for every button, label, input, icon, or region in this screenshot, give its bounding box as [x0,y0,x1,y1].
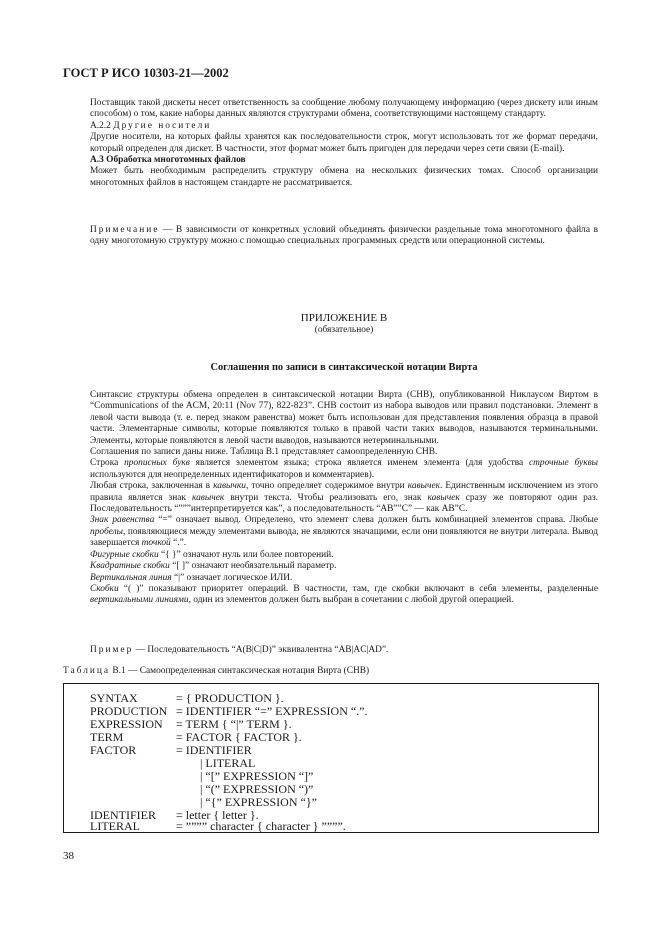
paragraph-square-brackets: Квадратные скобки “[ ]” означают необязательный параметр. [90,561,337,572]
paragraph-conventions: Соглашения по записи даны ниже. Таблица В.1 представляет самоопределенную СНВ. [90,447,438,458]
paragraph-equals-sign: Знак равенства “=” означает вывод. Определено, что элемент слева должен быть комбинацией элементов справа. Любые пробелы, появляющиеся между элементами вывода, не являются значащими, если они появляются не внутри литерала. Вывод завершается точкой “.”. [90,515,598,549]
wsn-table: SYNTAX = { PRODUCTION }. PRODUCTION = IDENTIFIER “=” EXPRESSION “.”. EXPRESSION = TERM { “|” TERM }. TERM = FACTOR { FACTOR }. FACTOR = IDENTIFIER | LITERAL | “[” EXPRESSION “]” | “(” EXPRESSION “)” | “{” EXPRESSION “}” IDENTIFIER = letter { letter }. LITERAL = ”””” character { character } ””””. [63,683,599,833]
appendix-title: ПРИЛОЖЕНИЕ В [300,312,388,324]
paragraph-quotes: Любая строка, заключенная в кавычки, точно определяет содержимое внутри кавычек. Единственным исключением из этого правила является знак кавычек внутри текста. Чтобы реализовать его, знак кавычек сразу же повторяют один раз. Последовательность “”””интерпретируется как”, а последовательность “AB””C” — как AB”C. [90,481,598,515]
example-block [90,645,598,656]
paragraph-other-media: Другие носители, на которых файлы хранятся как последовательности строк, могут использовать тот же формат передачи, который определен для дискет. В частности, этот формат может быть пригоден для передачи через сети связи (E-mail). [90,132,598,154]
appendix-subtitle: (обязательное) [314,325,374,335]
example-label: Пример [90,645,134,655]
paragraph-diskette-responsibility: Поставщик такой дискеты несет ответственность за сообщение любому получающему информацию (через дискету или иным способом) о том, какие наборы данных являются структурами обмена, соответствующими настоящему стандарту. [90,98,598,120]
note-text: — В зависимости от конкретных условий объединять физически раздельные тома многотомного файла в одну многотомную структуру можно с помощью специальных программных средств или операционной системы. [90,225,599,247]
section-a22-text [90,98,598,189]
subsection-a22-heading [90,121,598,132]
paragraph-multivolume: Может быть необходимым распределить структуру обмена на нескольких физических томах. Способ организации многотомных файлов в настоящем стандарте не рассматривается. [90,166,598,188]
paragraph-vertical-line: Вертикальная линия “|” означает логическое ИЛИ. [90,572,293,583]
appendix-heading: Соглашения по записи в синтаксической нотации Вирта [210,362,478,373]
page-number: 38 [63,850,74,862]
example-text: — Последовательность “A(B|C|D)” эквивалентна “AB|AC|AD”. [135,645,389,655]
paragraph-uppercase: Строка прописных букв является элементом языка; строка является именем элемента (для удобства строчные буквы используются для неопределенных идентификаторов и комментариев). [90,458,599,480]
subsection-a22-title: Другие носители [113,120,212,131]
paragraph-parentheses: Скобки “( )” показывают приоритет операций. В частности, там, где скобки включают в себя элементы, разделенные вертикальными линиями, один из элементов должен быть выбран в сочетании с любой другой операцией. [90,583,598,606]
note-block [90,225,598,248]
subsection-a22-number: А.2.2 [90,120,111,131]
paragraph-wirth-intro: Синтаксис структуры обмена определен в синтаксической нотации Вирта (СНВ), опубликованной Никлаусом Виртом в “Communications of the ACM, 20:11 (Nov 77), 822-823”. СНВ состоит из набора выводов или правил подстановки. Элемент в левой части вывода (т. е. перед знаком равенства) может быть использован для представления появления образца в правой части. Элементарные символы, которые появляются только в правой части таких выводов, называются терминальными. Элементы, которые появляются в левой части выводов, называются нетерминальными. [90,390,598,446]
table-caption-label: Таблица [63,666,111,676]
section-a3-heading: А.3 Обработка многотомных файлов [90,155,246,166]
standard-header: ГОСТ Р ИСО 10303-21—2002 [63,66,229,80]
table-caption [63,666,599,677]
table-caption-text: В.1 — Самоопределенная синтаксическая нотация Вирта (СНВ) [112,666,370,676]
note-label: Примечание [90,225,160,235]
appendix-body [90,390,598,607]
paragraph-curly-braces: Фигурные скобки “{ }” означают нуль или более повторений. [90,549,334,560]
